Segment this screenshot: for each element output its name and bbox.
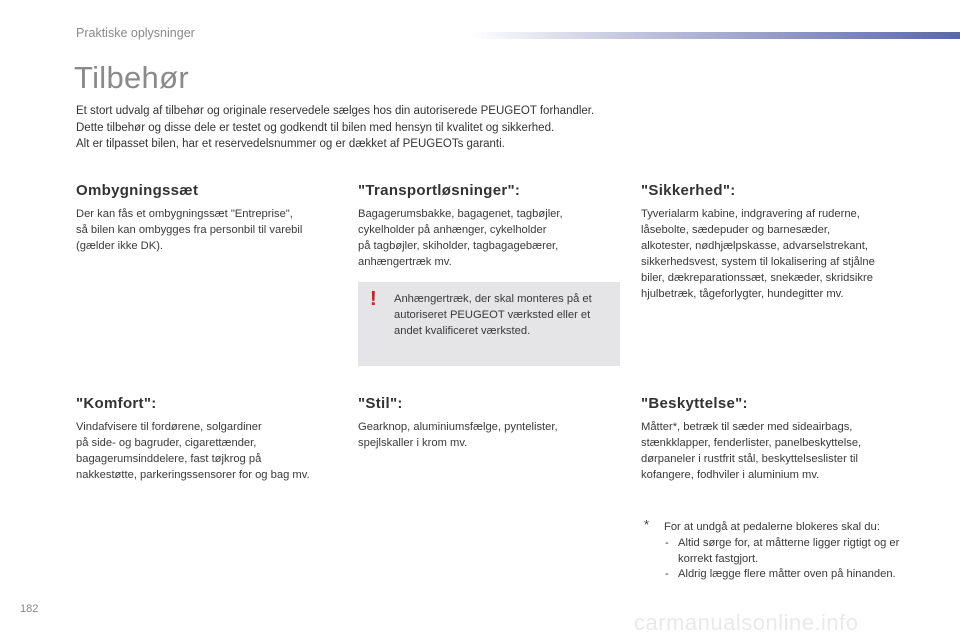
footnote-marker: * (644, 517, 650, 532)
text-komfort: Vindafvisere til fordørene, solgardiner på side- og bagruder, cigarettænder, bagagerumsinddelere, fast tøjkrog på nakkestøtte, parkeringssensorer for og bag mv. (76, 421, 310, 481)
exclamation-icon: ! (370, 288, 377, 310)
warning-text: Anhængertræk, der skal monteres på et autoriseret PEUGEOT værksted eller et andet kvalificeret værksted. (394, 293, 592, 337)
footnote-item: - Altid sørge for, at måtterne ligger rigtigt og er korrekt fastgjort. (664, 536, 914, 567)
header-bar (470, 32, 960, 39)
text-ombygning: Der kan fås et ombygningssæt "Entreprise", så bilen kan ombygges fra personbil til varebil (gælder ikke DK). (76, 208, 303, 252)
warning-box (358, 282, 620, 366)
intro-line: Et stort udvalg af tilbehør og originale reservedele sælges hos din autoriserede PEUGEOT forhandler. (76, 105, 595, 117)
text-stil: Gearknop, aluminiumsfælge, pyntelister, spejlskaller i krom mv. (358, 421, 558, 449)
footnote-item: - Aldrig lægge flere måtter oven på hinanden. (664, 567, 914, 583)
text-beskyttelse: Måtter*, betræk til sæder med sideairbags, stænkklapper, fenderlister, panelbeskyttelse, dørpaneler i rustfrit stål, beskyttelseslister til kofangere, fodhviler i aluminium mv. (641, 421, 862, 481)
heading-komfort: "Komfort": (76, 395, 157, 412)
footnote-heading: For at undgå at pedalerne blokeres skal du: (664, 521, 880, 533)
heading-ombygning: Ombygningssæt (76, 182, 199, 199)
heading-transport: "Transportløsninger": (358, 182, 521, 199)
text-transport: Bagagerumsbakke, bagagenet, tagbøjler, cykelholder på anhænger, cykelholder på tagbøjler, skiholder, tagbagagebærer, anhængertræk mv. (358, 208, 563, 268)
heading-beskyttelse: "Beskyttelse": (641, 395, 748, 412)
heading-stil: "Stil": (358, 395, 403, 412)
section-label: Praktiske oplysninger (76, 26, 195, 40)
text-sikkerhed: Tyverialarm kabine, indgravering af ruderne, låsebolte, sædepuder og barnesæder, alkotester, nødhjælpskasse, advarselstrekant, sikkerhedsvest, system til lokalisering af stjålne biler, dækreparationssæt, snekæder, skridsikre hjulbetræk, tågeforlygter, hundegitter mv. (641, 208, 875, 300)
intro-line: Alt er tilpasset bilen, har et reservedelsnummer og er dækket af PEUGEOTs garanti. (76, 138, 505, 150)
page-title: Tilbehør (74, 60, 189, 95)
intro-text (76, 103, 616, 153)
heading-sikkerhed: "Sikkerhed": (641, 182, 736, 199)
footnote-list (664, 536, 914, 583)
intro-line: Dette tilbehør og disse dele er testet og godkendt til bilen med hensyn til kvalitet og sikkerhed. (76, 121, 555, 134)
page-number: 182 (20, 603, 39, 615)
watermark: carmanualsonline.info (634, 610, 859, 635)
